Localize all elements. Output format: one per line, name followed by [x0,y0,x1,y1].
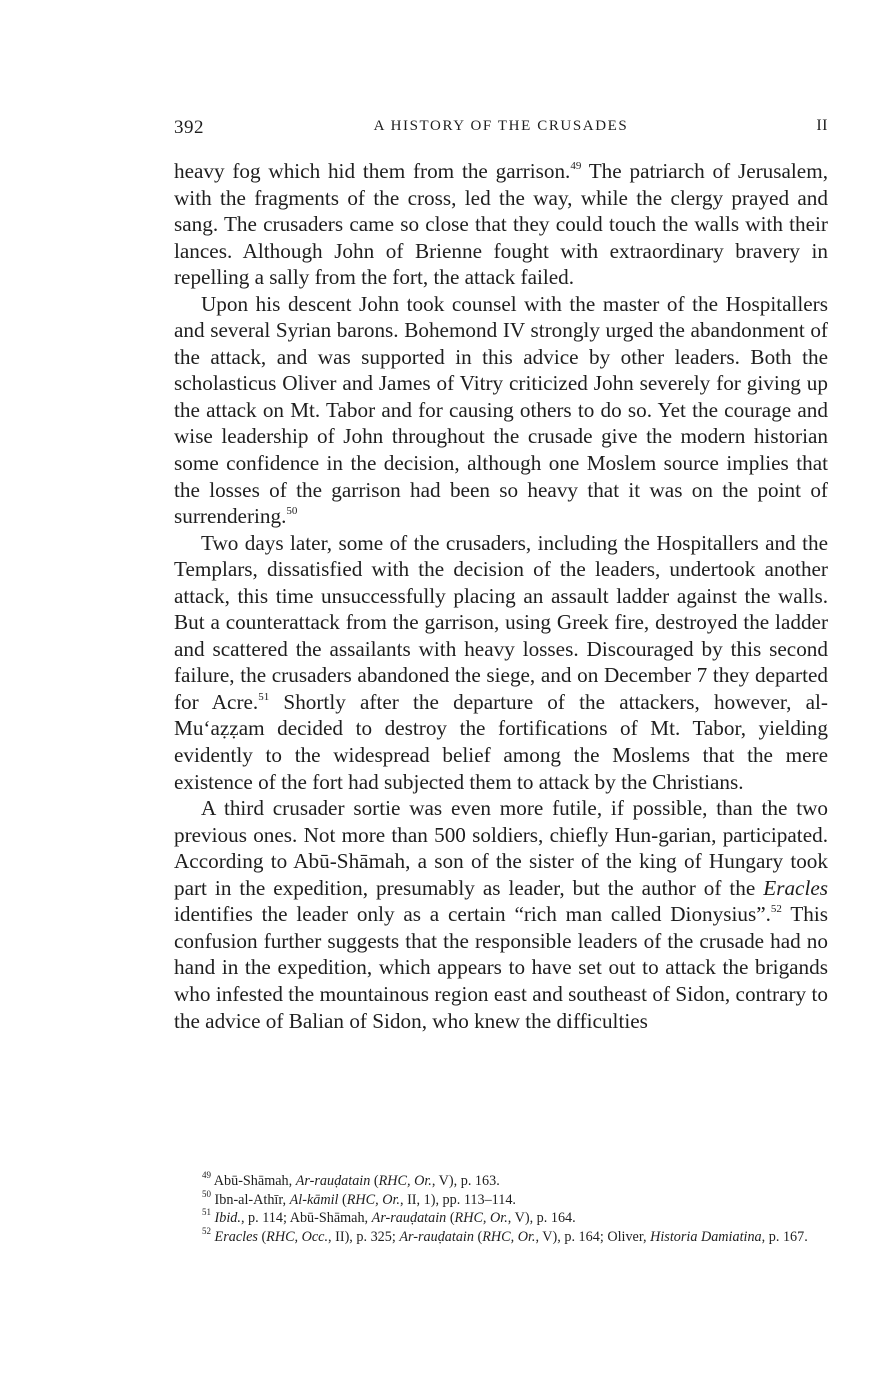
running-title: A HISTORY OF THE CRUSADES [373,118,629,134]
footnote-ref-52[interactable]: 52 [770,903,782,916]
running-header [174,117,828,141]
paragraph-2: Upon his descent John took counsel with the master of the Hospitallers and several Syrian barons. Bohemond IV strongly urged the abandonment of the attack, and was supported in this advice by other leaders. Both the scholasticus Oliver and James of Vitry criticized John severely for giving up the attack on Mt. Tabor and for causing others to do so. Yet the courage and wise leadership of John throughout the crusade give the modern historian some confidence in the decision, although one Moslem source implies that the losses of the garrison had been so heavy that it was on the point of surrendering.$^{50}$ [174,291,828,529]
body-text [174,158,828,1034]
paragraph-1: heavy fog which hid them from the garrison.$^{49}$ The patriarch of Jerusalem, with the fragments of the cross, led the way, while the clergy prayed and sang. The crusaders came so close that they could touch the walls with their lances. Although John of Brienne fought with extraordinary bravery in repelling a sally from the fort, the attack failed. [174,159,828,290]
volume-number: II [816,117,828,134]
footnote-ref-50[interactable]: 50 [286,505,298,518]
paragraph-4: A third crusader sortie was even more futile, if possible, than the two previous ones. Not more than 500 soldiers, chiefly Hun-garian, participated. According to Abū-Shāmah, a son of the sister of the king of Hungary took part in the expedition, presumably as leader, but the author of the Eracles identifies the leader only as a certain “rich man called Dionysius”.$^{52}$ This confusion further suggests that the responsible leaders of the crusade had no hand in the expedition, which appears to have set out to attack the brigands who infested the mountainous region east and southeast of Sidon, contrary to the advice of Balian of Sidon, who knew the difficulties [174,796,828,1033]
footnote-50: $^{50}$ Ibn-al-Athīr, Al-kāmil (RHC, Or., II, 1), pp. 113–114. [202,1188,516,1208]
footnote-ref-51[interactable]: 51 [258,690,270,703]
footnote-ref-49[interactable]: 49 [570,159,582,172]
footnote-49: $^{49}$ Abū-Shāmah, Ar-rauḍatain (RHC, Or., V), p. 163. [202,1170,500,1189]
footnote-52: $^{52}$ Eracles (RHC, Occ., II), p. 325; Ar-rauḍatain (RHC, Or., V), p. 164; Oliver, Historia Damiatina, p. 167. [202,1226,808,1245]
paragraph-3: Two days later, some of the crusaders, including the Hospitallers and the Templars, dissatisfied with the decision of the leaders, undertook another attack, this time unsuccessfully placing an assault ladder against the walls. But a counterattack from the garrison, using Greek fire, destroyed the ladder and scattered the assailants with heavy losses. Discouraged by this second failure, the crusaders abandoned the siege, and on December 7 they departed for Acre.$^{51}$ Shortly after the departure of the attackers, however, al-Mu‘aẓẓam decided to destroy the fortifications of Mt. Tabor, yielding evidently to the widespread belief among the Moslems that the mere existence of the fort had subjected them to attack by the Christians. [174,530,828,794]
page-number: 392 [174,117,204,138]
footnote-51: $^{51}$ Ibid., p. 114; Abū-Shāmah, Ar-rauḍatain (RHC, Or., V), p. 164. [202,1207,576,1227]
footnotes [174,1172,828,1246]
